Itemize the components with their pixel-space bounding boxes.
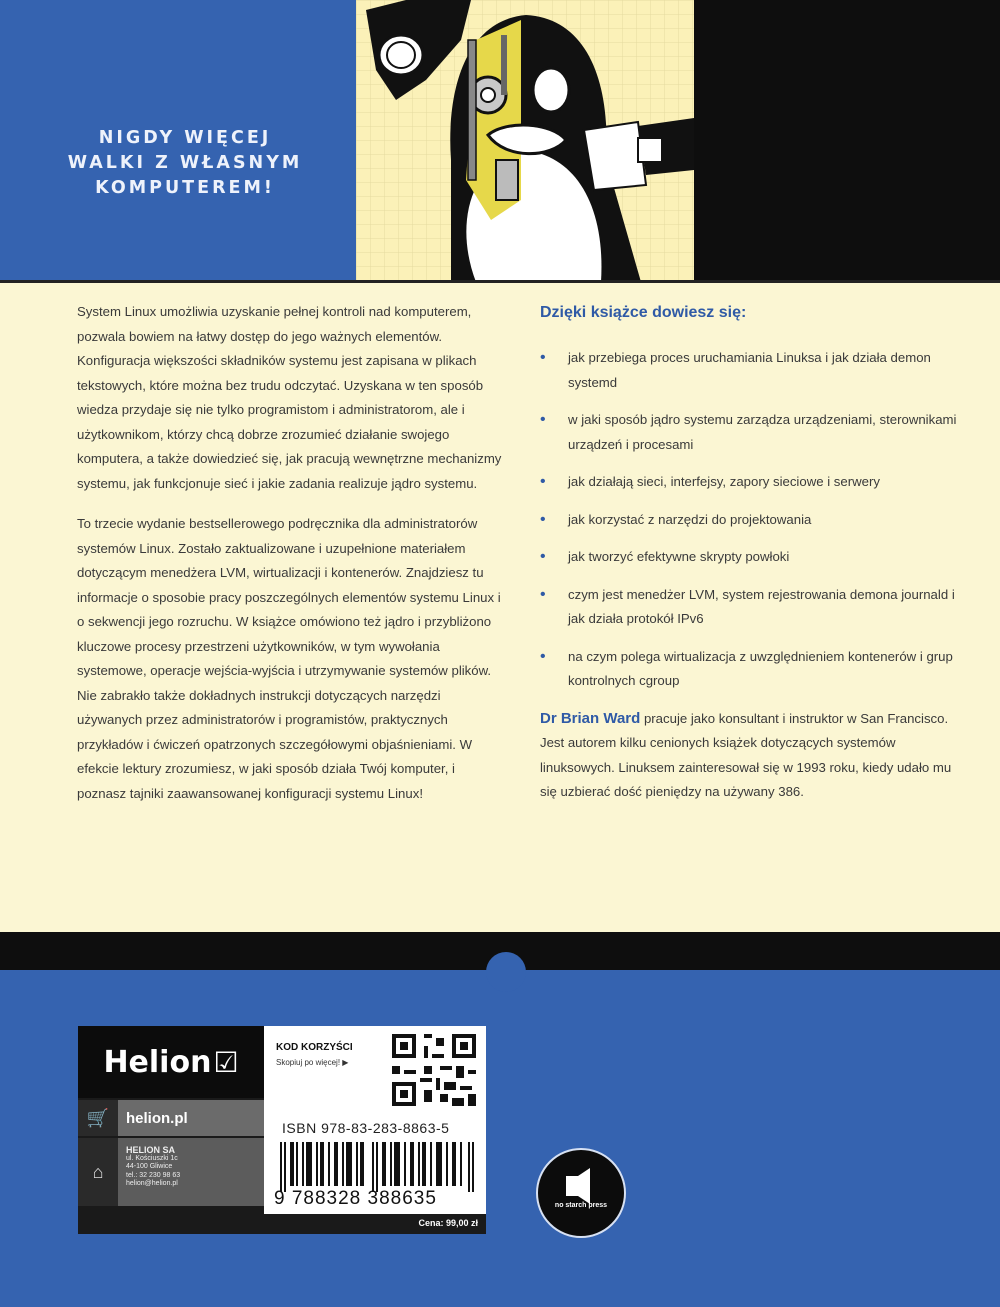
description-paragraph-1: System Linux umożliwia uzyskanie pełnej kontroli nad komputerem, pozwala bowiem na łatwy dostęp do jego ważnych elementów. Konfiguracja większości składników systemu jest zapisana w plikach tekstowych, które można bez trudu odczytać. Uzyskana w ten sposób wiedza przydaje się nie tylko programistom i administratorom, ale i użytkownikom, którzy chcą dobrze zrozumieć działanie swojego komputera, a także dowiedzieć się, jak pracują wewnętrzne mechanizmy systemu, jak funkcjonuje sieć i jakie zadania realizuje jądro systemu. xyxy=(77,304,502,491)
barcode-number: 9 788328 388635 xyxy=(274,1188,437,1209)
code-title: KOD KORZYŚCI xyxy=(276,1042,353,1053)
helion-logo xyxy=(78,1026,264,1098)
footer-tab-bump xyxy=(486,952,526,992)
imprint-name: no starch press xyxy=(554,1202,608,1209)
header-divider xyxy=(0,280,1000,283)
publisher-address xyxy=(118,1138,180,1189)
address-line: helion@helion.pl xyxy=(126,1180,178,1187)
publisher-website-row[interactable] xyxy=(78,1100,264,1136)
helion-check-icon: ☑ xyxy=(213,1045,239,1079)
price-strip xyxy=(78,1214,486,1234)
header-blue-panel xyxy=(0,0,356,282)
qr-code[interactable] xyxy=(388,1030,480,1110)
cover-tagline: NIGDY WIĘCEJ WALKI Z WŁASNYM KOMPUTEREM! xyxy=(67,128,303,198)
barcode xyxy=(264,1142,486,1214)
no-starch-press-logo xyxy=(536,1148,626,1238)
description-paragraph-2: To trzecie wydanie bestsellerowego podręcznika dla administratorów systemów Linux. Zostało zaktualizowane i uzupełnione materiałem dotyczącym menedżera LVM, wirtualizacji i kontenerów. Znajdziesz tu informacje o sposobie pracy poszczególnych elementów systemu Linux i o sekwencji jego rozruchu. W książce omówiono też jądro i przybliżono kluczowe procesy przestrzeni użytkowników, w tym wywołania systemowe, operacje wejścia-wyjścia i utrzymywanie systemów plików. Nie zabrakło także dokładnych instrukcji dotyczących narzędzi używanych przez administratorów i programistów, praktycznych przykładów i ćwiczeń opatrzonych szczegółowymi objaśnieniami. W efekcie lektury zrozumiesz, w jaki sposób działa Twój komputer, i poznasz tajniki zaawansowanej konfiguracji systemu Linux! xyxy=(77,516,501,801)
home-icon: ⌂ xyxy=(78,1138,118,1206)
learning-list xyxy=(540,346,960,694)
address-line: tel.: 32 230 98 63 xyxy=(126,1171,181,1179)
publisher-address-row xyxy=(78,1138,264,1206)
learning-heading: Dzięki książce dowiesz się: xyxy=(540,304,747,321)
helion-logo-text: Helion xyxy=(103,1044,212,1080)
code-subtitle: Skopiuj po więcej! ▶ xyxy=(276,1058,349,1067)
publisher-company: HELION SA xyxy=(126,1145,176,1155)
learning-item: • czym jest menedżer LVM, system rejestrowania demona journald i jak działa protokół IPv6 xyxy=(540,583,960,632)
no-starch-press-icon xyxy=(538,1150,624,1236)
author-bio-text: pracuje jako konsultant i instruktor w San Francisco. Jest autorem kilku cenionych książek dotyczących systemów linuksowych. Linuksem zainteresował się w 1993 roku, kiedy udało mu się uzbierać dość pieniędzy na używany 386. xyxy=(540,710,952,799)
publisher-website[interactable]: helion.pl xyxy=(126,1109,188,1127)
address-line: 44-100 Gliwice xyxy=(126,1163,173,1170)
learning-item: • jak przebiega proces uruchamiania Linuksa i jak działa demon systemd xyxy=(540,346,960,395)
learning-item: • na czym polega wirtualizacja z uwzględnieniem kontenerów i grup kontrolnych cgroup xyxy=(540,645,960,694)
author-name: Dr Brian Ward xyxy=(540,709,641,727)
book-description xyxy=(77,300,502,822)
isbn-strip xyxy=(264,1114,486,1142)
address-line: ul. Kościuszki 1c xyxy=(126,1154,178,1162)
learning-item: • jak korzystać z narzędzi do projektowania xyxy=(540,508,960,533)
learning-item: • w jaki sposób jądro systemu zarządza urządzeniami, sterownikami urządzeń i procesami xyxy=(540,408,960,457)
author-bio xyxy=(540,707,960,805)
barcode-bars xyxy=(280,1142,476,1192)
benefit-code-box xyxy=(264,1026,486,1114)
penguin-robot-illustration xyxy=(356,0,694,282)
price-label: Cena: 99,00 zł xyxy=(418,1218,478,1228)
isbn-text: ISBN 978-83-283-8863-5 xyxy=(282,1120,450,1136)
cart-icon: 🛒 xyxy=(78,1100,118,1136)
learning-section xyxy=(540,304,960,805)
learning-item: • jak działają sieci, interfejsy, zapory sieciowe i serwery xyxy=(540,470,960,495)
header-black-panel xyxy=(694,0,1000,282)
learning-item: • jak tworzyć efektywne skrypty powłoki xyxy=(540,545,960,570)
